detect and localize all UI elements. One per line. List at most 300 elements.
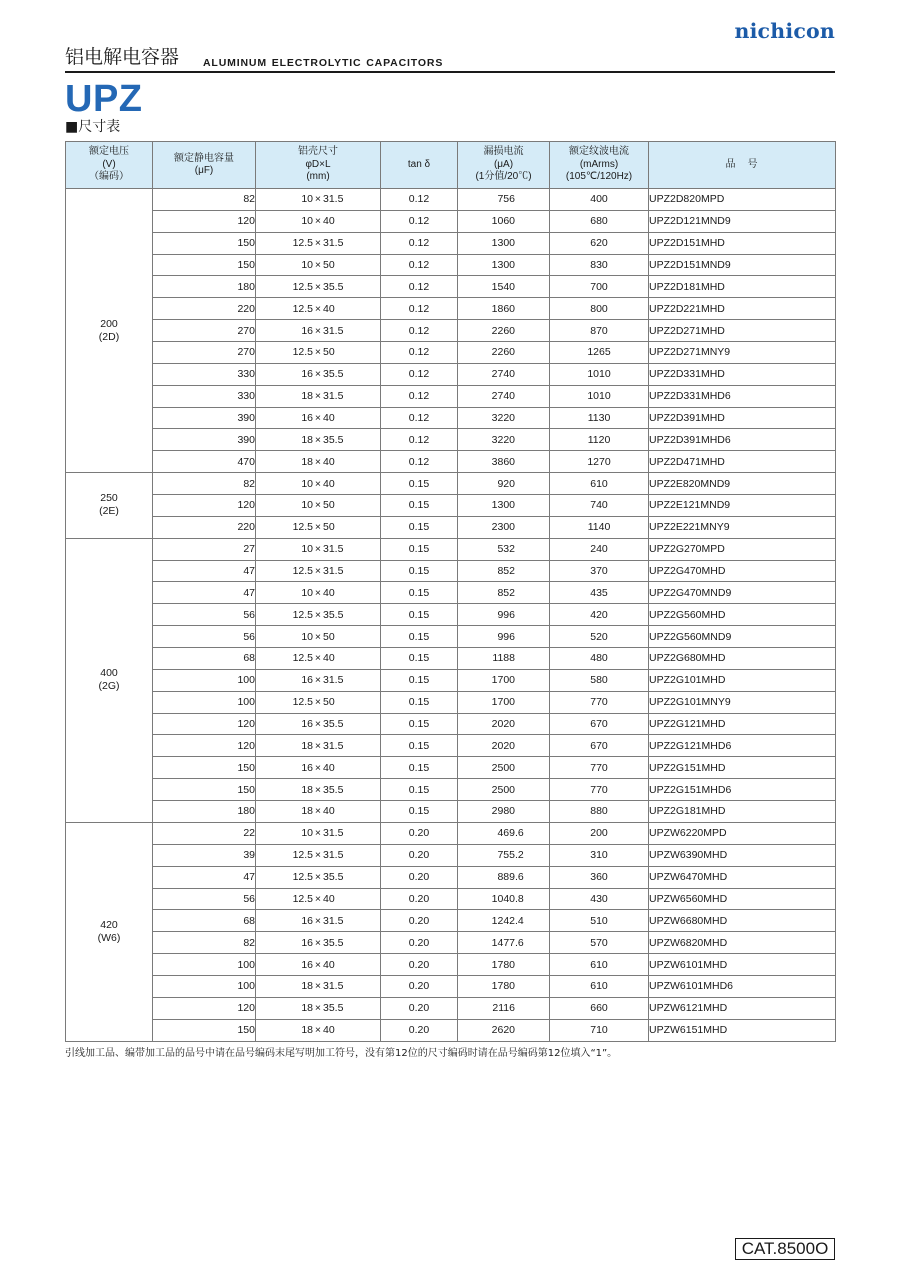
capacitance-value: 330 [237, 368, 255, 381]
capacitance-value: 47 [243, 586, 255, 599]
case-length: 35.5 [323, 871, 344, 884]
leakage-current-cell [458, 582, 550, 604]
capacitance-value: 120 [237, 215, 255, 228]
size-cell [256, 932, 381, 954]
part-number: UPZ2D391MHD [649, 412, 725, 425]
capacitance-cell [153, 604, 256, 626]
table-row [66, 232, 836, 254]
part-number: UPZ2E121MND9 [649, 499, 731, 512]
capacitance-value: 390 [237, 412, 255, 425]
part-number-cell [649, 648, 836, 670]
leakage-integer: 2300 [491, 521, 515, 534]
tan-delta-cell [381, 997, 458, 1019]
leakage-integer: 1060 [491, 215, 515, 228]
size-cell [256, 757, 381, 779]
case-length: 31.5 [323, 827, 344, 840]
leakage-integer: 2116 [492, 1002, 515, 1015]
catalog-number: CAT.8500O [735, 1238, 835, 1260]
tan-delta-value: 0.12 [408, 280, 430, 293]
part-number-cell [649, 560, 836, 582]
case-length: 35.5 [323, 783, 344, 796]
leakage-integer: 1540 [491, 280, 515, 293]
part-number-cell [649, 516, 836, 538]
case-diameter: 16 [301, 324, 313, 337]
table-row [66, 604, 836, 626]
ripple-current-cell [550, 779, 649, 801]
leakage-fraction: .8 [515, 892, 524, 905]
leakage-current-cell [458, 232, 550, 254]
leakage-fraction: .6 [515, 936, 524, 949]
capacitance-cell [153, 648, 256, 670]
tan-delta-cell [381, 516, 458, 538]
capacitance-value: 68 [243, 914, 255, 927]
size-cell [256, 975, 381, 997]
ripple-current-cell [550, 407, 649, 429]
part-number: UPZ2G680MHD [649, 652, 726, 665]
case-length: 35.5 [323, 718, 344, 731]
tan-delta-header [381, 142, 458, 189]
part-number: UPZW6220MPD [649, 827, 727, 840]
tan-delta-cell [381, 560, 458, 582]
size-separator: × [314, 980, 322, 993]
leakage-integer: 1780 [491, 980, 515, 993]
ripple-current-cell [550, 276, 649, 298]
part-number: UPZW6470MHD [649, 871, 728, 884]
ripple-current-cell [550, 604, 649, 626]
capacitance-value: 47 [243, 871, 255, 884]
tan-delta-cell [381, 342, 458, 364]
case-length: 35.5 [323, 433, 344, 446]
table-row [66, 582, 836, 604]
part-number: UPZ2G101MHD [649, 674, 726, 687]
leakage-current-cell [458, 429, 550, 451]
leakage-integer: 1300 [491, 499, 515, 512]
size-cell [256, 604, 381, 626]
ripple-current-cell [550, 560, 649, 582]
tan-delta-value: 0.15 [408, 652, 430, 665]
case-diameter: 12.5 [292, 565, 313, 578]
part-number-cell [649, 363, 836, 385]
leakage-integer: 1700 [491, 674, 515, 687]
case-length: 50 [323, 346, 335, 359]
part-number: UPZ2G560MND9 [649, 630, 732, 643]
part-number-cell [649, 910, 836, 932]
tan-delta-cell [381, 910, 458, 932]
ripple-current-value: 670 [590, 718, 608, 731]
page-title-en: ALUMINUM ELECTROLYTIC CAPACITORS [203, 57, 444, 69]
ripple-current-value: 360 [590, 871, 608, 884]
leakage-fraction: .6 [515, 871, 524, 884]
header-line: (105℃/120Hz) [565, 171, 633, 183]
capacitance-value: 82 [243, 477, 255, 490]
ripple-current-value: 570 [590, 936, 608, 949]
tan-delta-cell [381, 232, 458, 254]
tan-delta-cell [381, 210, 458, 232]
ripple-current-cell [550, 822, 649, 844]
size-cell [256, 320, 381, 342]
leakage-current-cell [458, 538, 550, 560]
table-header [66, 142, 836, 189]
ripple-current-cell [550, 975, 649, 997]
leakage-integer: 2020 [491, 739, 515, 752]
tan-delta-value: 0.12 [408, 368, 430, 381]
leakage-current-cell [458, 516, 550, 538]
capacitance-value: 150 [237, 1024, 255, 1037]
tan-delta-cell [381, 669, 458, 691]
capacitance-value: 27 [243, 543, 255, 556]
case-length: 40 [323, 412, 335, 425]
table-row [66, 648, 836, 670]
table-row [66, 363, 836, 385]
capacitance-value: 390 [237, 433, 255, 446]
tan-delta-cell [381, 276, 458, 298]
ripple-current-value: 870 [590, 324, 608, 337]
part-number: UPZ2D271MHD [649, 324, 725, 337]
part-number: UPZ2D121MND9 [649, 215, 731, 228]
ripple-current-cell [550, 210, 649, 232]
size-separator: × [314, 368, 322, 381]
ripple-current-value: 770 [590, 761, 608, 774]
case-length: 40 [323, 302, 335, 315]
section-title: ■尺寸表 [65, 119, 121, 135]
tan-delta-cell [381, 844, 458, 866]
case-diameter: 12.5 [292, 849, 313, 862]
case-length: 35.5 [323, 1002, 344, 1015]
tan-delta-cell [381, 495, 458, 517]
ripple-current-cell [550, 997, 649, 1019]
capacitance-cell [153, 735, 256, 757]
ripple-current-cell [550, 516, 649, 538]
ripple-current-cell [550, 495, 649, 517]
capacitance-value: 120 [237, 739, 255, 752]
leakage-integer: 2020 [491, 718, 515, 731]
table-row [66, 888, 836, 910]
tan-delta-value: 0.15 [408, 739, 430, 752]
leakage-current-cell [458, 735, 550, 757]
part-number: UPZW6680MHD [649, 914, 728, 927]
size-cell [256, 735, 381, 757]
table-row [66, 932, 836, 954]
case-length: 40 [323, 892, 335, 905]
size-cell [256, 276, 381, 298]
header-line: (V) [102, 158, 116, 170]
part-number-cell [649, 866, 836, 888]
leakage-current-cell [458, 560, 550, 582]
tan-delta-value: 0.15 [408, 477, 430, 490]
capacitance-value: 47 [243, 565, 255, 578]
size-cell [256, 407, 381, 429]
voltage-cell [66, 473, 153, 539]
leakage-integer: 2260 [491, 346, 515, 359]
case-length: 35.5 [323, 608, 344, 621]
part-number: UPZ2G121MHD6 [649, 739, 732, 752]
ripple-current-value: 770 [590, 696, 608, 709]
size-separator: × [314, 739, 322, 752]
ripple-current-cell [550, 232, 649, 254]
tan-delta-value: 0.15 [408, 783, 430, 796]
tan-delta-cell [381, 757, 458, 779]
ripple-current-value: 1130 [587, 412, 611, 425]
part-number: UPZ2E820MND9 [649, 477, 731, 490]
ripple-current-value: 660 [590, 1002, 608, 1015]
part-number-cell [649, 975, 836, 997]
part-number: UPZ2D331MHD [649, 368, 725, 381]
leakage-integer: 1780 [491, 958, 515, 971]
capacitance-cell [153, 779, 256, 801]
capacitance-value: 56 [243, 608, 255, 621]
size-cell [256, 473, 381, 495]
tan-delta-value: 0.20 [408, 871, 430, 884]
tan-delta-cell [381, 648, 458, 670]
capacitance-cell [153, 691, 256, 713]
size-cell [256, 298, 381, 320]
part-number: UPZ2G560MHD [649, 608, 726, 621]
ripple-current-cell [550, 538, 649, 560]
leakage-current-cell [458, 451, 550, 473]
ripple-current-cell [550, 363, 649, 385]
table-row [66, 954, 836, 976]
capacitance-cell [153, 276, 256, 298]
size-cell [256, 210, 381, 232]
capacitance-cell [153, 385, 256, 407]
part-number: UPZ2E221MNY9 [649, 521, 730, 534]
leakage-current-cell [458, 648, 550, 670]
size-separator: × [314, 543, 322, 556]
ripple-current-value: 680 [590, 215, 608, 228]
capacitance-value: 39 [243, 849, 255, 862]
ripple-current-value: 610 [590, 980, 608, 993]
capacitance-cell [153, 495, 256, 517]
table-row [66, 735, 836, 757]
voltage-header [66, 142, 153, 189]
leakage-current-cell [458, 757, 550, 779]
voltage-cell [66, 822, 153, 1041]
part-number: UPZ2D271MNY9 [649, 346, 731, 359]
case-diameter: 18 [301, 455, 313, 468]
header-line: (mm) [306, 171, 330, 183]
header-row [66, 142, 836, 189]
tan-delta-cell [381, 932, 458, 954]
size-separator: × [314, 958, 322, 971]
leakage-integer: 2740 [491, 368, 515, 381]
size-cell [256, 538, 381, 560]
size-separator: × [314, 1002, 322, 1015]
ripple-current-value: 430 [590, 892, 608, 905]
table-row [66, 407, 836, 429]
capacitance-cell [153, 626, 256, 648]
ripple-current-cell [550, 910, 649, 932]
capacitance-cell [153, 538, 256, 560]
series-name: UPZ [65, 78, 143, 120]
part-number-cell [649, 1019, 836, 1041]
part-number: UPZW6101MHD [649, 958, 728, 971]
case-length: 31.5 [323, 390, 344, 403]
ripple-current-cell [550, 451, 649, 473]
case-diameter: 18 [301, 783, 313, 796]
case-length: 31.5 [323, 543, 344, 556]
capacitance-cell [153, 910, 256, 932]
leakage-integer: 852 [497, 565, 515, 578]
leakage-current-cell [458, 407, 550, 429]
header-line: (1分值/20℃) [475, 171, 532, 183]
case-diameter: 16 [301, 936, 313, 949]
capacitance-value: 100 [237, 958, 255, 971]
tan-delta-value: 0.15 [408, 565, 430, 578]
size-separator: × [314, 805, 322, 818]
ripple-current-value: 200 [590, 827, 608, 840]
capacitance-cell [153, 975, 256, 997]
capacitance-cell [153, 844, 256, 866]
header-line: 额定电压 [89, 146, 129, 158]
leakage-current-cell [458, 626, 550, 648]
ripple-current-cell [550, 473, 649, 495]
part-number-cell [649, 844, 836, 866]
tan-delta-cell [381, 473, 458, 495]
capacitance-value: 120 [237, 718, 255, 731]
case-diameter: 10 [301, 499, 313, 512]
header-line: (μF) [194, 165, 214, 176]
voltage-code: (2G) [98, 680, 120, 693]
case-length: 31.5 [323, 674, 344, 687]
ripple-current-value: 520 [590, 630, 608, 643]
tan-delta-value: 0.12 [408, 390, 430, 403]
footnote: 引线加工品、编带加工品的品号中请在品号编码末尾写明加工符号，没有第12位的尺寸编码时请在品号编码第12位填入“1”。 [65, 1048, 618, 1059]
leakage-integer: 1860 [491, 302, 515, 315]
case-diameter: 18 [301, 433, 313, 446]
size-cell [256, 342, 381, 364]
leakage-current-cell [458, 866, 550, 888]
tan-delta-value: 0.15 [408, 696, 430, 709]
leakage-integer: 2260 [491, 324, 515, 337]
part-number: UPZ2G181MHD [649, 805, 726, 818]
table-row [66, 997, 836, 1019]
case-length: 40 [323, 805, 335, 818]
ripple-current-cell [550, 320, 649, 342]
ripple-current-value: 770 [590, 783, 608, 796]
tan-delta-cell [381, 801, 458, 823]
part-number: UPZ2D820MPD [649, 193, 725, 206]
tan-delta-value: 0.12 [408, 346, 430, 359]
case-diameter: 10 [301, 477, 313, 490]
case-diameter: 16 [301, 761, 313, 774]
capacitance-cell [153, 473, 256, 495]
capacitance-cell [153, 232, 256, 254]
ripple-current-value: 310 [590, 849, 608, 862]
leakage-current-cell [458, 320, 550, 342]
title-rule [65, 71, 835, 73]
size-cell [256, 254, 381, 276]
table-row [66, 429, 836, 451]
case-diameter: 18 [301, 1024, 313, 1037]
case-length: 50 [323, 696, 335, 709]
size-separator: × [314, 324, 322, 337]
size-cell [256, 429, 381, 451]
capacitance-value: 100 [237, 696, 255, 709]
size-separator: × [314, 215, 322, 228]
part-number-cell [649, 932, 836, 954]
leakage-current-cell [458, 669, 550, 691]
case-length: 40 [323, 455, 335, 468]
size-separator: × [314, 827, 322, 840]
size-separator: × [314, 455, 322, 468]
leakage-current-cell [458, 1019, 550, 1041]
table-row [66, 385, 836, 407]
case-diameter: 12.5 [292, 521, 313, 534]
ripple-current-value: 1270 [587, 455, 611, 468]
case-length: 31.5 [323, 739, 344, 752]
ripple-current-value: 580 [590, 674, 608, 687]
ripple-current-cell [550, 1019, 649, 1041]
header-line: 铝壳尺寸 [298, 146, 338, 158]
part-number: UPZW6390MHD [649, 849, 728, 862]
size-separator: × [314, 630, 322, 643]
size-cell [256, 822, 381, 844]
tan-delta-cell [381, 954, 458, 976]
tan-delta-value: 0.15 [408, 543, 430, 556]
leakage-fraction: .2 [515, 849, 524, 862]
size-cell [256, 451, 381, 473]
leakage-current-header [458, 142, 550, 189]
leakage-integer: 2620 [491, 1024, 515, 1037]
tan-delta-value: 0.20 [408, 1024, 430, 1037]
tan-delta-cell [381, 713, 458, 735]
tan-delta-value: 0.15 [408, 674, 430, 687]
capacitance-value: 82 [243, 193, 255, 206]
case-diameter: 10 [301, 215, 313, 228]
tan-delta-value: 0.12 [408, 324, 430, 337]
ripple-current-cell [550, 932, 649, 954]
capacitance-cell [153, 582, 256, 604]
part-number: UPZ2G151MHD [649, 761, 726, 774]
part-number: UPZW6101MHD6 [649, 980, 734, 993]
voltage-cell [66, 538, 153, 822]
size-cell [256, 560, 381, 582]
case-diameter: 12.5 [292, 608, 313, 621]
table-row [66, 822, 836, 844]
tan-delta-value: 0.20 [408, 936, 430, 949]
leakage-current-cell [458, 997, 550, 1019]
ripple-current-cell [550, 342, 649, 364]
tan-delta-value: 0.15 [408, 630, 430, 643]
part-number-cell [649, 801, 836, 823]
leakage-integer: 852 [497, 586, 515, 599]
leakage-integer: 920 [497, 477, 515, 490]
size-cell [256, 232, 381, 254]
tan-delta-cell [381, 451, 458, 473]
size-separator: × [314, 936, 322, 949]
ripple-current-header [550, 142, 649, 189]
leakage-fraction: .6 [515, 827, 524, 840]
ripple-current-cell [550, 757, 649, 779]
case-diameter: 10 [301, 543, 313, 556]
size-separator: × [314, 193, 322, 206]
leakage-integer: 1700 [491, 696, 515, 709]
leakage-integer: 1242 [491, 914, 515, 927]
part-number-cell [649, 385, 836, 407]
part-number-cell [649, 888, 836, 910]
ripple-current-value: 1010 [587, 368, 611, 381]
tan-delta-value: 0.20 [408, 827, 430, 840]
tan-delta-value: 0.12 [408, 259, 430, 271]
size-cell [256, 495, 381, 517]
size-cell [256, 954, 381, 976]
leakage-integer: 1300 [491, 237, 515, 250]
tan-delta-value: 0.15 [408, 499, 430, 512]
size-separator: × [314, 1024, 322, 1037]
header-line: 漏损电流 [483, 146, 524, 158]
part-number-cell [649, 407, 836, 429]
capacitance-cell [153, 298, 256, 320]
